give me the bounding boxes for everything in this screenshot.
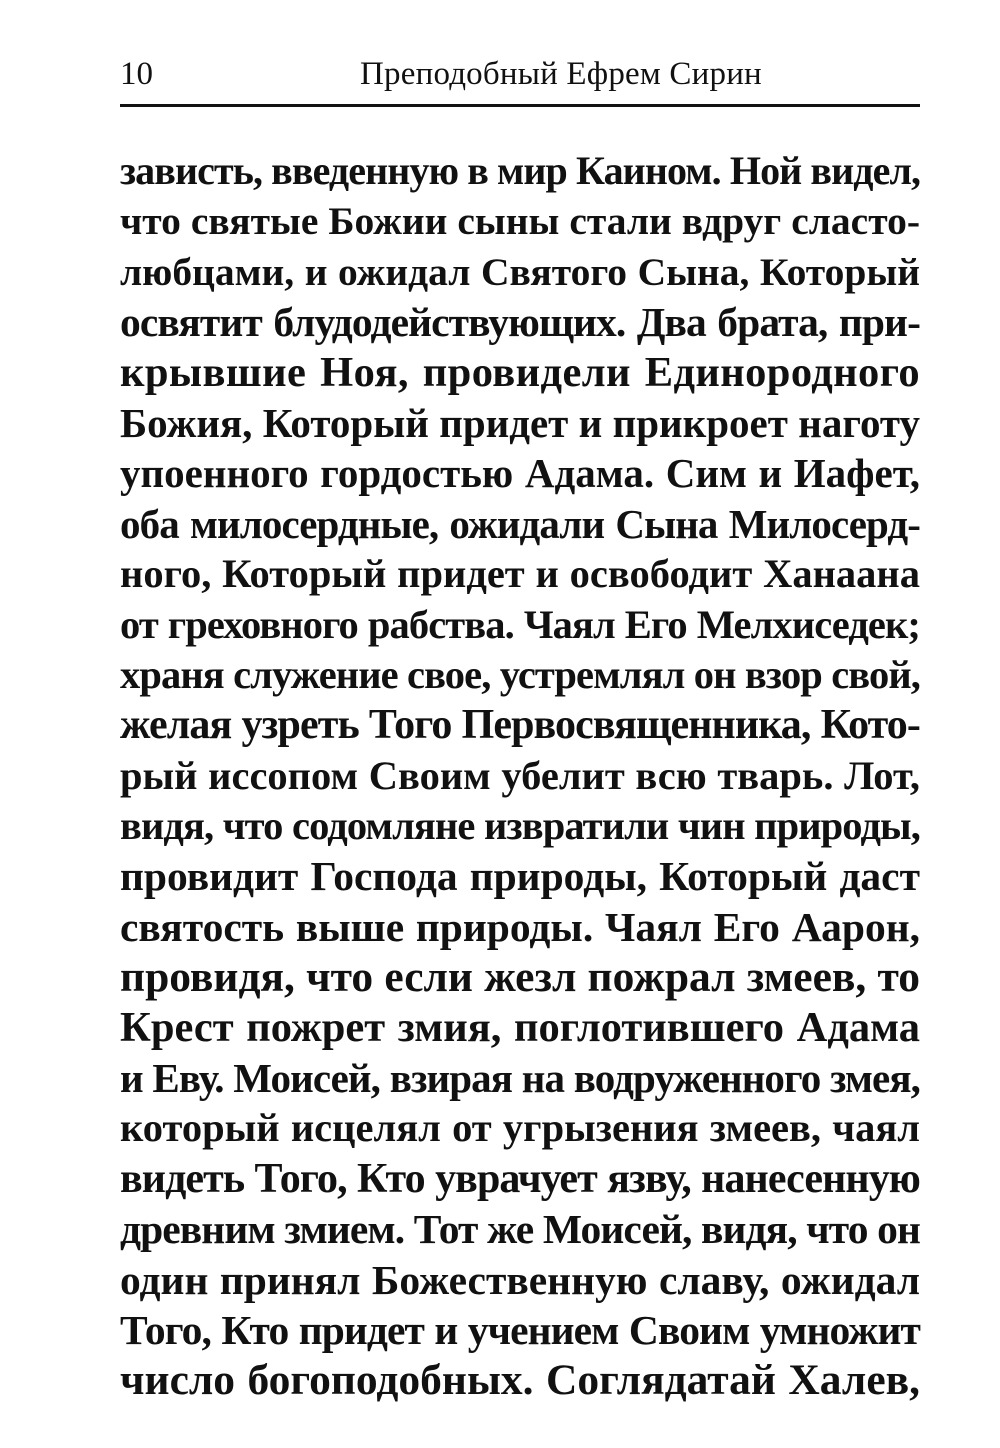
text-line: Того, Кто придет и учением Своим умножит <box>120 1306 920 1353</box>
header-rule <box>120 104 920 107</box>
text-line: провидя, что если жезл пожрал змеев, то <box>120 953 920 1002</box>
text-line: один принял Божественную славу, ожидал <box>120 1256 920 1303</box>
text-line: зависть, введенную в мир Каином. Ной видел, <box>120 148 921 193</box>
text-line: освятит блудодействующих. Два брата, при- <box>120 299 920 346</box>
text-line: любцами, и ожидал Святого Сына, Который <box>120 249 920 294</box>
text-line: упоенного гордостью Адама. Сим и Иафет, <box>120 450 920 497</box>
text-line: от греховного рабства. Чаял Его Мелхиседек; <box>120 601 920 647</box>
text-line: святость выше природы. Чаял Его Аарон, <box>120 903 920 950</box>
text-line: желая узреть Того Первосвященника, Кото- <box>120 702 920 749</box>
text-line: крывшие Ноя, провидели Единородного <box>120 348 920 396</box>
body-text <box>120 146 920 1406</box>
text-line: видеть Того, Кто уврачует язву, нанесенную <box>120 1155 920 1202</box>
text-line: Божия, Который придет и прикроет наготу <box>120 399 920 446</box>
running-head <box>120 48 920 100</box>
text-line: древним змием. Тот же Моисей, видя, что он <box>120 1206 920 1253</box>
text-line: провидит Господа природы, Который даст <box>120 853 920 900</box>
text-line: храня служение свое, устремлял он взор свой, <box>120 651 920 697</box>
page-number: 10 <box>120 56 153 92</box>
text-line: который исцелял от угрызения змеев, чаял <box>120 1105 920 1151</box>
text-line: что святые Божии сыны стали вдруг сласто- <box>120 199 920 244</box>
book-page <box>120 48 921 1405</box>
running-title: Преподобный Ефрем Сирин <box>360 56 762 92</box>
text-line: оба милосердные, ожидали Сына Милосерд- <box>120 500 920 547</box>
text-line: ного, Который придет и освободит Ханаана <box>120 551 920 597</box>
text-line: и Еву. Моисей, взирая на водруженного змея, <box>120 1055 920 1102</box>
text-line: число богоподобных. Соглядатай Халев, <box>120 1356 920 1405</box>
text-line: рый иссопом Своим убелит всю тварь. Лот, <box>120 752 920 798</box>
text-line: видя, что содомляне извратили чин природы, <box>120 803 920 849</box>
text-line: Крест пожрет змия, поглотившего Адама <box>120 1003 920 1051</box>
